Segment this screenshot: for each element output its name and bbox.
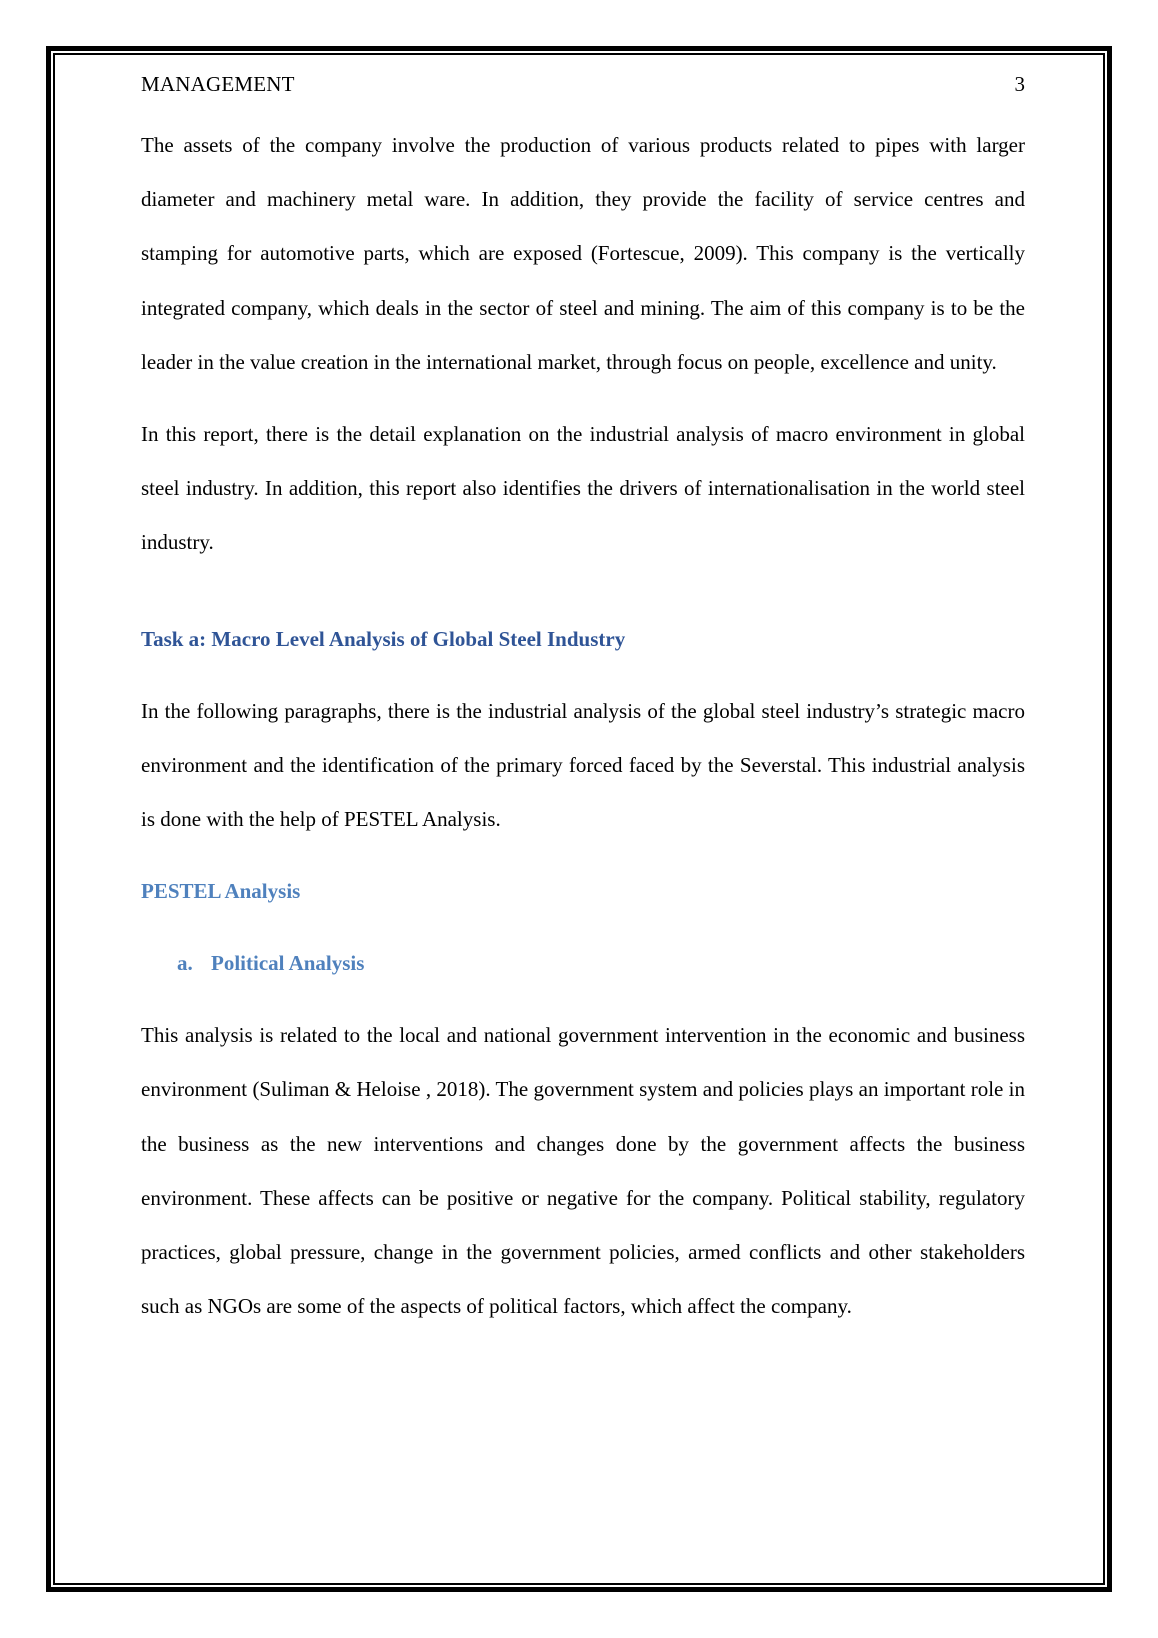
paragraph-industrial-analysis: In the following paragraphs, there is the industrial analysis of the global steel industry’s strategic macro environment and the identification of the primary forced faced by the Severstal. This industrial analysis is done with the help of PESTEL Analysis. bbox=[141, 698, 1025, 832]
document-page bbox=[141, 64, 1025, 1333]
heading-pestel-analysis: PESTEL Analysis bbox=[141, 879, 301, 904]
running-header-title: MANAGEMENT bbox=[141, 72, 295, 96]
paragraph-company-assets: The assets of the company involve the production of various products related to pipes with larger diameter and machinery metal ware. In addition, they provide the facility of service centres and stamping for automotive parts, which are exposed (Fortescue, 2009). This company is the vertically integrated company, which deals in the sector of steel and mining. The aim of this company is to be the leader in the value creation in the international market, through focus on people, excellence and unity. bbox=[141, 133, 1025, 374]
page-number: 3 bbox=[1014, 72, 1025, 96]
paragraph-report-overview: In this report, there is the detail explanation on the industrial analysis of macro environment in global steel industry. In addition, this report also identifies the drivers of internationalisation in the world steel industry. bbox=[141, 422, 1025, 555]
subheading-political-label: Political Analysis bbox=[211, 951, 365, 976]
subheading-political-analysis bbox=[177, 936, 1025, 990]
paragraph-political-analysis: This analysis is related to the local and national government intervention in the economic and business environment (Suliman & Heloise , 2018). The government system and policies plays an important role in the business as the new interventions and changes done by the government affects the business environment. These affects can be positive or negative for the company. Political stability, regulatory practices, global pressure, change in the government policies, armed conflicts and other stakeholders such as NGOs are some of the aspects of political factors, which affect the company. bbox=[141, 1023, 1025, 1319]
list-marker: a. bbox=[177, 951, 193, 976]
heading-task-a: Task a: Macro Level Analysis of Global Steel Industry bbox=[141, 626, 626, 651]
page-header bbox=[141, 64, 1025, 104]
